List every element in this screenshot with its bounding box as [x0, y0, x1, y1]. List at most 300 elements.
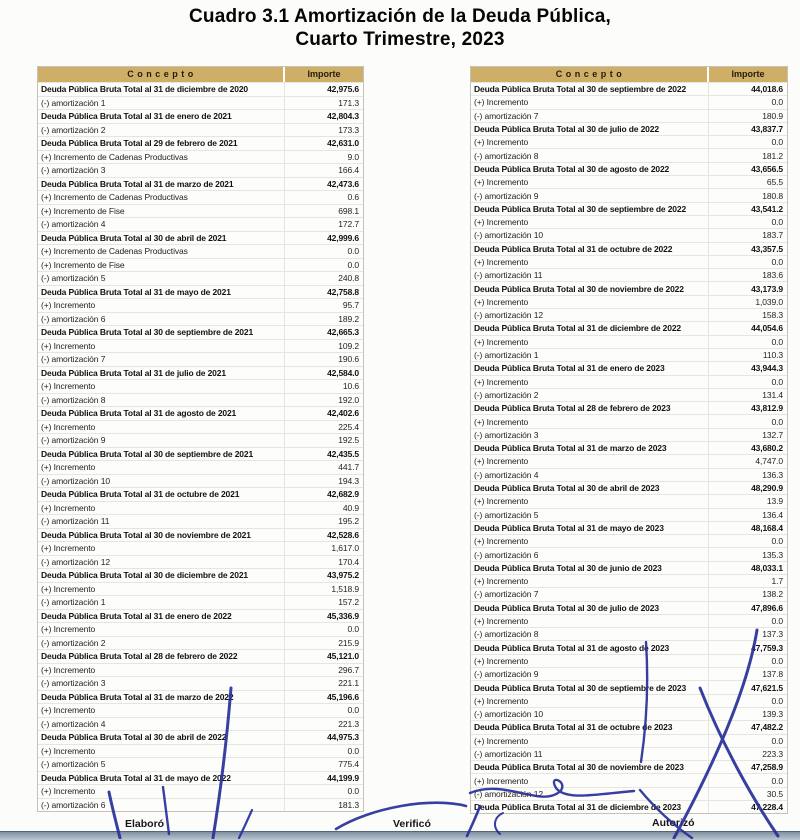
table-row: [471, 375, 787, 388]
concept-cell: (-) amortización 4: [41, 718, 106, 729]
importe-column-header: Importe: [285, 67, 363, 82]
table-row: [38, 757, 363, 771]
table-row: [471, 335, 787, 348]
table-row: [471, 401, 787, 414]
amount-cell: 43,944.3: [708, 362, 787, 374]
amount-cell: 137.8: [708, 668, 787, 680]
amount-cell: 1,039.0: [708, 296, 787, 308]
amount-cell: 296.7: [284, 664, 363, 677]
amount-cell: 157.2: [284, 596, 363, 609]
concept-cell: Deuda Pública Bruta Total al 31 de enero de 2022: [41, 610, 232, 621]
concept-cell: (-) amortización 6: [41, 313, 106, 324]
amount-cell: 0.0: [708, 615, 787, 627]
table-row: [38, 123, 363, 137]
concept-cell: (+) Incremento: [41, 664, 96, 675]
concept-cell: (+) Incremento: [474, 416, 529, 427]
concept-cell: (+) Incremento: [474, 257, 529, 267]
concept-cell: Deuda Pública Bruta Total al 31 de octubre de 2022: [474, 243, 673, 254]
amount-cell: 42,682.9: [284, 488, 363, 501]
concept-cell: Deuda Pública Bruta Total al 31 de mayo de 2022: [41, 772, 231, 783]
concept-cell: (-) amortización 7: [474, 589, 539, 600]
concept-cell: (+) Incremento: [474, 456, 529, 467]
concept-cell: (-) amortización 9: [474, 669, 539, 680]
amount-cell: 441.7: [284, 461, 363, 474]
concept-cell: (+) Incremento: [41, 624, 96, 635]
table-row: [471, 135, 787, 148]
page-title-line1: Cuadro 3.1 Amortización de la Deuda Pública,: [189, 6, 611, 27]
concept-cell: Deuda Pública Bruta Total al 28 de febrero de 2023: [474, 403, 671, 414]
table-row: [471, 428, 787, 441]
amount-cell: 135.3: [708, 548, 787, 560]
table-row: [471, 188, 787, 201]
concept-cell: (+) Incremento: [474, 536, 529, 547]
table-row: [471, 441, 787, 454]
concept-cell: (+) Incremento: [474, 177, 529, 188]
concept-cell: (+) Incremento: [474, 376, 529, 387]
amount-cell: 0.0: [284, 623, 363, 636]
table-row: [38, 636, 363, 650]
concept-cell: (+) Incremento de Cadenas Productivas: [41, 151, 188, 162]
table-row: [38, 703, 363, 717]
concept-cell: Deuda Pública Bruta Total al 30 de noviembre de 2023: [474, 762, 684, 773]
table-row: [38, 150, 363, 164]
amount-cell: 10.6: [284, 380, 363, 393]
amount-cell: 1,617.0: [284, 542, 363, 555]
table-row: [38, 798, 363, 812]
table-row: [471, 667, 787, 680]
concept-cell: (+) Incremento de Fise: [41, 259, 125, 270]
concept-cell: Deuda Pública Bruta Total al 29 de febrero de 2021: [41, 138, 238, 149]
amount-cell: 48,168.4: [708, 522, 787, 534]
concept-cell: (+) Incremento: [474, 775, 529, 786]
amount-cell: 45,121.0: [284, 650, 363, 663]
amount-cell: 166.4: [284, 164, 363, 177]
concept-cell: (-) amortización 5: [474, 509, 539, 520]
concept-cell: (+) Incremento: [474, 695, 529, 706]
amount-cell: 0.0: [284, 245, 363, 258]
table-row: [38, 136, 363, 150]
concept-cell: Deuda Pública Bruta Total al 30 de septiembre de 2021: [41, 327, 254, 338]
amount-cell: 138.2: [708, 588, 787, 600]
concept-cell: Deuda Pública Bruta Total al 30 de septiembre de 2021: [41, 448, 254, 459]
amount-cell: 44,054.6: [708, 322, 787, 334]
amount-cell: 42,473.6: [284, 178, 363, 191]
table-row: [38, 474, 363, 488]
table-row: [471, 215, 787, 228]
table-header-row: [471, 67, 787, 82]
table-row: [471, 268, 787, 281]
amount-cell: 0.0: [708, 256, 787, 268]
table-row: [471, 95, 787, 108]
amount-cell: 42,528.6: [284, 529, 363, 542]
concept-cell: (-) amortización 11: [474, 270, 543, 281]
table-row: [38, 690, 363, 704]
concept-cell: (+) Incremento: [41, 705, 96, 716]
amount-cell: 775.4: [284, 758, 363, 771]
amount-cell: 137.3: [708, 628, 787, 640]
amount-cell: 223.3: [708, 748, 787, 760]
amount-cell: 42,584.0: [284, 367, 363, 380]
concept-cell: (+) Incremento: [41, 300, 96, 311]
autorizo-label: Autorizó: [652, 817, 695, 829]
amount-cell: 194.3: [284, 475, 363, 488]
table-row: [471, 561, 787, 574]
amount-cell: 43,680.2: [708, 442, 787, 454]
concept-cell: (+) Incremento: [41, 462, 96, 473]
table-row: [471, 281, 787, 294]
concept-cell: (+) Incremento: [474, 496, 529, 507]
amount-cell: 43,357.5: [708, 243, 787, 255]
table-row: [38, 177, 363, 191]
table-row: [38, 501, 363, 515]
table-row: [471, 361, 787, 374]
table-row: [38, 582, 363, 596]
table-row: [38, 568, 363, 582]
amount-cell: 139.3: [708, 708, 787, 720]
verifico-label: Verificó: [393, 818, 431, 830]
amount-cell: 181.2: [708, 149, 787, 161]
table-row: [38, 163, 363, 177]
amount-cell: 172.7: [284, 218, 363, 231]
table-row: [38, 622, 363, 636]
amount-cell: 192.0: [284, 394, 363, 407]
concept-cell: Deuda Pública Bruta Total al 30 de noviembre de 2022: [474, 283, 684, 294]
amount-cell: 0.6: [284, 191, 363, 204]
table-row: [471, 614, 787, 627]
amount-cell: 0.0: [708, 336, 787, 348]
amount-cell: 43,812.9: [708, 402, 787, 414]
concept-cell: Deuda Pública Bruta Total al 31 de julio de 2021: [41, 367, 226, 378]
table-row: [38, 339, 363, 353]
table-row: [38, 204, 363, 218]
amount-cell: 1,518.9: [284, 583, 363, 596]
concept-cell: (-) amortización 11: [41, 516, 110, 527]
amount-cell: 0.0: [708, 96, 787, 108]
table-row: [38, 244, 363, 258]
amount-cell: 698.1: [284, 205, 363, 218]
page-title-line2: Cuarto Trimestre, 2023: [295, 29, 505, 51]
table-row: [471, 734, 787, 747]
concept-cell: Deuda Pública Bruta Total al 30 de noviembre de 2021: [41, 529, 251, 540]
table-row: [471, 175, 787, 188]
concept-cell: (-) amortización 6: [41, 799, 106, 810]
amount-cell: 43,975.2: [284, 569, 363, 582]
amount-cell: 44,018.6: [708, 83, 787, 95]
amount-cell: 110.3: [708, 349, 787, 361]
amount-cell: 43,541.2: [708, 203, 787, 215]
table-row: [38, 744, 363, 758]
amount-cell: 42,665.3: [284, 326, 363, 339]
concept-cell: (+) Incremento: [474, 616, 529, 627]
table-row: [471, 694, 787, 707]
table-row: [38, 393, 363, 407]
table-row: [471, 481, 787, 494]
table-row: [38, 730, 363, 744]
concept-cell: Deuda Pública Bruta Total al 30 de julio de 2022: [474, 124, 659, 135]
amount-cell: 0.0: [708, 655, 787, 667]
table-row: [471, 122, 787, 135]
concept-cell: Deuda Pública Bruta Total al 31 de diciembre de 2020: [41, 84, 248, 95]
amount-cell: 183.6: [708, 269, 787, 281]
table-row: [38, 555, 363, 569]
amount-cell: 173.3: [284, 124, 363, 137]
table-row: [471, 800, 787, 813]
table-row: [38, 717, 363, 731]
table-header-row: [38, 67, 363, 82]
table-row: [471, 454, 787, 467]
table-row: [38, 190, 363, 204]
table-row: [38, 487, 363, 501]
table-row: [471, 388, 787, 401]
amount-cell: 158.3: [708, 309, 787, 321]
table-row: [38, 541, 363, 555]
table-row: [471, 627, 787, 640]
table-row: [471, 534, 787, 547]
table-row: [38, 231, 363, 245]
concept-cell: (-) amortización 3: [41, 678, 106, 689]
table-row: [38, 217, 363, 231]
table-row: [471, 468, 787, 481]
table-row: [38, 663, 363, 677]
table-row: [38, 676, 363, 690]
table-row: [471, 654, 787, 667]
concept-column-header: C o n c e p t o: [38, 67, 283, 82]
concept-cell: (+) Incremento: [41, 502, 96, 513]
table-row: [471, 640, 787, 653]
amount-cell: 40.9: [284, 502, 363, 515]
concept-cell: Deuda Pública Bruta Total al 31 de mayo de 2023: [474, 522, 664, 533]
concept-cell: (-) amortización 10: [474, 709, 543, 720]
concept-cell: (-) amortización 5: [41, 759, 106, 770]
table-row: [38, 258, 363, 272]
amount-cell: 44,199.9: [284, 772, 363, 785]
amount-cell: 183.7: [708, 229, 787, 241]
concept-cell: Deuda Pública Bruta Total al 31 de agosto de 2023: [474, 642, 670, 653]
concept-cell: (-) amortización 3: [474, 429, 539, 440]
concept-cell: Deuda Pública Bruta Total al 31 de mayo de 2021: [41, 286, 231, 297]
concept-cell: Deuda Pública Bruta Total al 30 de septiembre de 2022: [474, 203, 687, 214]
table-row: [471, 601, 787, 614]
table-row: [471, 295, 787, 308]
table-row: [38, 784, 363, 798]
table-row: [471, 242, 787, 255]
amount-cell: 42,804.3: [284, 110, 363, 123]
table-row: [38, 109, 363, 123]
table-row: [38, 433, 363, 447]
amount-cell: 171.3: [284, 97, 363, 110]
table-row: [471, 82, 787, 95]
concept-cell: (+) Incremento: [41, 583, 96, 594]
table-row: [471, 321, 787, 334]
table-row: [471, 308, 787, 321]
amount-cell: 240.8: [284, 272, 363, 285]
table-row: [471, 760, 787, 773]
amount-cell: 42,758.8: [284, 286, 363, 299]
amount-cell: 48,290.9: [708, 482, 787, 494]
amount-cell: 45,196.6: [284, 691, 363, 704]
concept-cell: (+) Incremento: [474, 576, 529, 587]
amount-cell: 42,435.5: [284, 448, 363, 461]
table-row: [471, 494, 787, 507]
concept-cell: (-) amortización 9: [474, 190, 539, 201]
amount-cell: 44,975.3: [284, 731, 363, 744]
amount-cell: 170.4: [284, 556, 363, 569]
amount-cell: 42,975.6: [284, 83, 363, 96]
table-row: [471, 162, 787, 175]
concept-cell: (+) Incremento: [474, 137, 529, 148]
concept-cell: (-) amortización 7: [41, 354, 106, 365]
amount-cell: 48,033.1: [708, 562, 787, 574]
table-row: [471, 255, 787, 268]
table-row: [471, 720, 787, 733]
table-row: [38, 325, 363, 339]
table-row: [471, 521, 787, 534]
table-row: [38, 528, 363, 542]
table-row: [471, 508, 787, 521]
table-row: [471, 148, 787, 161]
concept-cell: Deuda Pública Bruta Total al 31 de agosto de 2021: [41, 408, 237, 419]
concept-cell: (-) amortización 10: [474, 230, 543, 241]
concept-cell: Deuda Pública Bruta Total al 30 de junio de 2023: [474, 562, 662, 573]
amortization-table-right: [470, 66, 788, 814]
table-row: [471, 228, 787, 241]
table-body: [471, 82, 787, 813]
amount-cell: 0.0: [708, 735, 787, 747]
amount-cell: 0.0: [708, 376, 787, 388]
amount-cell: 0.0: [708, 535, 787, 547]
amount-cell: 42,402.6: [284, 407, 363, 420]
table-row: [38, 420, 363, 434]
amount-cell: 215.9: [284, 637, 363, 650]
table-row: [38, 366, 363, 380]
amount-cell: 181.3: [284, 799, 363, 812]
amount-cell: 45,336.9: [284, 610, 363, 623]
amount-cell: 0.0: [284, 785, 363, 798]
concept-cell: (-) amortización 3: [41, 165, 106, 176]
concept-cell: (+) Incremento: [474, 97, 529, 108]
concept-cell: (-) amortización 9: [41, 435, 106, 446]
concept-cell: Deuda Pública Bruta Total al 30 de diciembre de 2021: [41, 570, 248, 581]
concept-cell: (+) Incremento: [41, 421, 96, 432]
concept-cell: (-) amortización 12: [41, 556, 110, 567]
table-row: [38, 460, 363, 474]
table-row: [471, 348, 787, 361]
amount-cell: 132.7: [708, 429, 787, 441]
table-row: [471, 773, 787, 786]
concept-cell: Deuda Pública Bruta Total al 31 de enero de 2021: [41, 111, 232, 122]
amount-cell: 42,999.6: [284, 232, 363, 245]
concept-cell: Deuda Pública Bruta Total al 31 de octubre de 2023: [474, 722, 673, 733]
concept-cell: (-) amortización 11: [474, 748, 543, 759]
concept-cell: (-) amortización 12: [474, 788, 543, 799]
amount-cell: 192.5: [284, 434, 363, 447]
table-row: [471, 787, 787, 800]
concept-cell: Deuda Pública Bruta Total al 30 de septiembre de 2022: [474, 84, 687, 95]
amount-cell: 0.0: [708, 415, 787, 427]
concept-cell: (-) amortización 8: [41, 394, 106, 405]
concept-cell: (+) Incremento: [41, 786, 96, 797]
table-row: [38, 352, 363, 366]
concept-cell: (-) amortización 1: [41, 597, 106, 608]
concept-cell: Deuda Pública Bruta Total al 31 de marzo de 2022: [41, 691, 234, 702]
concept-cell: (+) Incremento: [474, 336, 529, 347]
table-row: [471, 109, 787, 122]
table-row: [38, 82, 363, 96]
amount-cell: 180.8: [708, 189, 787, 201]
amount-cell: 136.3: [708, 469, 787, 481]
table-row: [38, 312, 363, 326]
amount-cell: 0.0: [708, 216, 787, 228]
importe-column-header: Importe: [709, 67, 787, 82]
table-row: [471, 547, 787, 560]
amount-cell: 0.0: [284, 745, 363, 758]
concept-cell: Deuda Pública Bruta Total al 30 de abril de 2022: [41, 732, 227, 743]
concept-cell: (-) amortización 6: [474, 549, 539, 560]
table-row: [38, 96, 363, 110]
amount-cell: 0.0: [284, 259, 363, 272]
concept-cell: Deuda Pública Bruta Total al 31 de marzo de 2021: [41, 178, 234, 189]
table-row: [38, 285, 363, 299]
table-row: [471, 747, 787, 760]
concept-cell: (+) Incremento de Cadenas Productivas: [41, 246, 188, 257]
concept-cell: (+) Incremento de Fise: [41, 205, 125, 216]
concept-cell: (-) amortización 4: [41, 219, 106, 230]
concept-column-header: C o n c e p t o: [471, 67, 707, 82]
table-row: [471, 414, 787, 427]
amount-cell: 225.4: [284, 421, 363, 434]
table-row: [38, 271, 363, 285]
concept-cell: (+) Incremento: [474, 296, 529, 307]
concept-cell: (-) amortización 8: [474, 629, 539, 640]
concept-cell: Deuda Pública Bruta Total al 31 de octubre de 2021: [41, 489, 240, 500]
concept-cell: (+) Incremento: [474, 735, 529, 746]
concept-cell: Deuda Pública Bruta Total al 28 de febrero de 2022: [41, 651, 238, 662]
concept-cell: (+) Incremento: [41, 340, 96, 351]
concept-cell: (-) amortización 7: [474, 110, 539, 121]
concept-cell: (-) amortización 2: [41, 124, 106, 135]
amount-cell: 47,896.6: [708, 602, 787, 614]
amount-cell: 136.4: [708, 509, 787, 521]
concept-cell: (+) Incremento: [41, 745, 96, 756]
concept-cell: (-) amortización 12: [474, 310, 543, 321]
concept-cell: (+) Incremento: [41, 543, 96, 554]
amount-cell: 47,258.9: [708, 761, 787, 773]
amount-cell: 131.4: [708, 389, 787, 401]
amount-cell: 109.2: [284, 340, 363, 353]
amount-cell: 42,631.0: [284, 137, 363, 150]
table-row: [471, 707, 787, 720]
amount-cell: 0.0: [708, 136, 787, 148]
concept-cell: Deuda Pública Bruta Total al 31 de diciembre de 2022: [474, 323, 681, 334]
amount-cell: 9.0: [284, 151, 363, 164]
concept-cell: (-) amortización 4: [474, 469, 539, 480]
amount-cell: 0.0: [708, 695, 787, 707]
concept-cell: (-) amortización 1: [474, 350, 539, 361]
concept-cell: (-) amortización 5: [41, 273, 106, 284]
amount-cell: 189.2: [284, 313, 363, 326]
table-row: [471, 680, 787, 693]
table-row: [38, 649, 363, 663]
table-row: [38, 595, 363, 609]
table-row: [38, 298, 363, 312]
concept-cell: Deuda Pública Bruta Total al 30 de abril de 2023: [474, 483, 660, 494]
concept-cell: (+) Incremento: [41, 381, 96, 392]
amount-cell: 95.7: [284, 299, 363, 312]
table-row: [38, 609, 363, 623]
page-title: [0, 5, 800, 51]
amount-cell: 30.5: [708, 788, 787, 800]
amount-cell: 4,747.0: [708, 455, 787, 467]
